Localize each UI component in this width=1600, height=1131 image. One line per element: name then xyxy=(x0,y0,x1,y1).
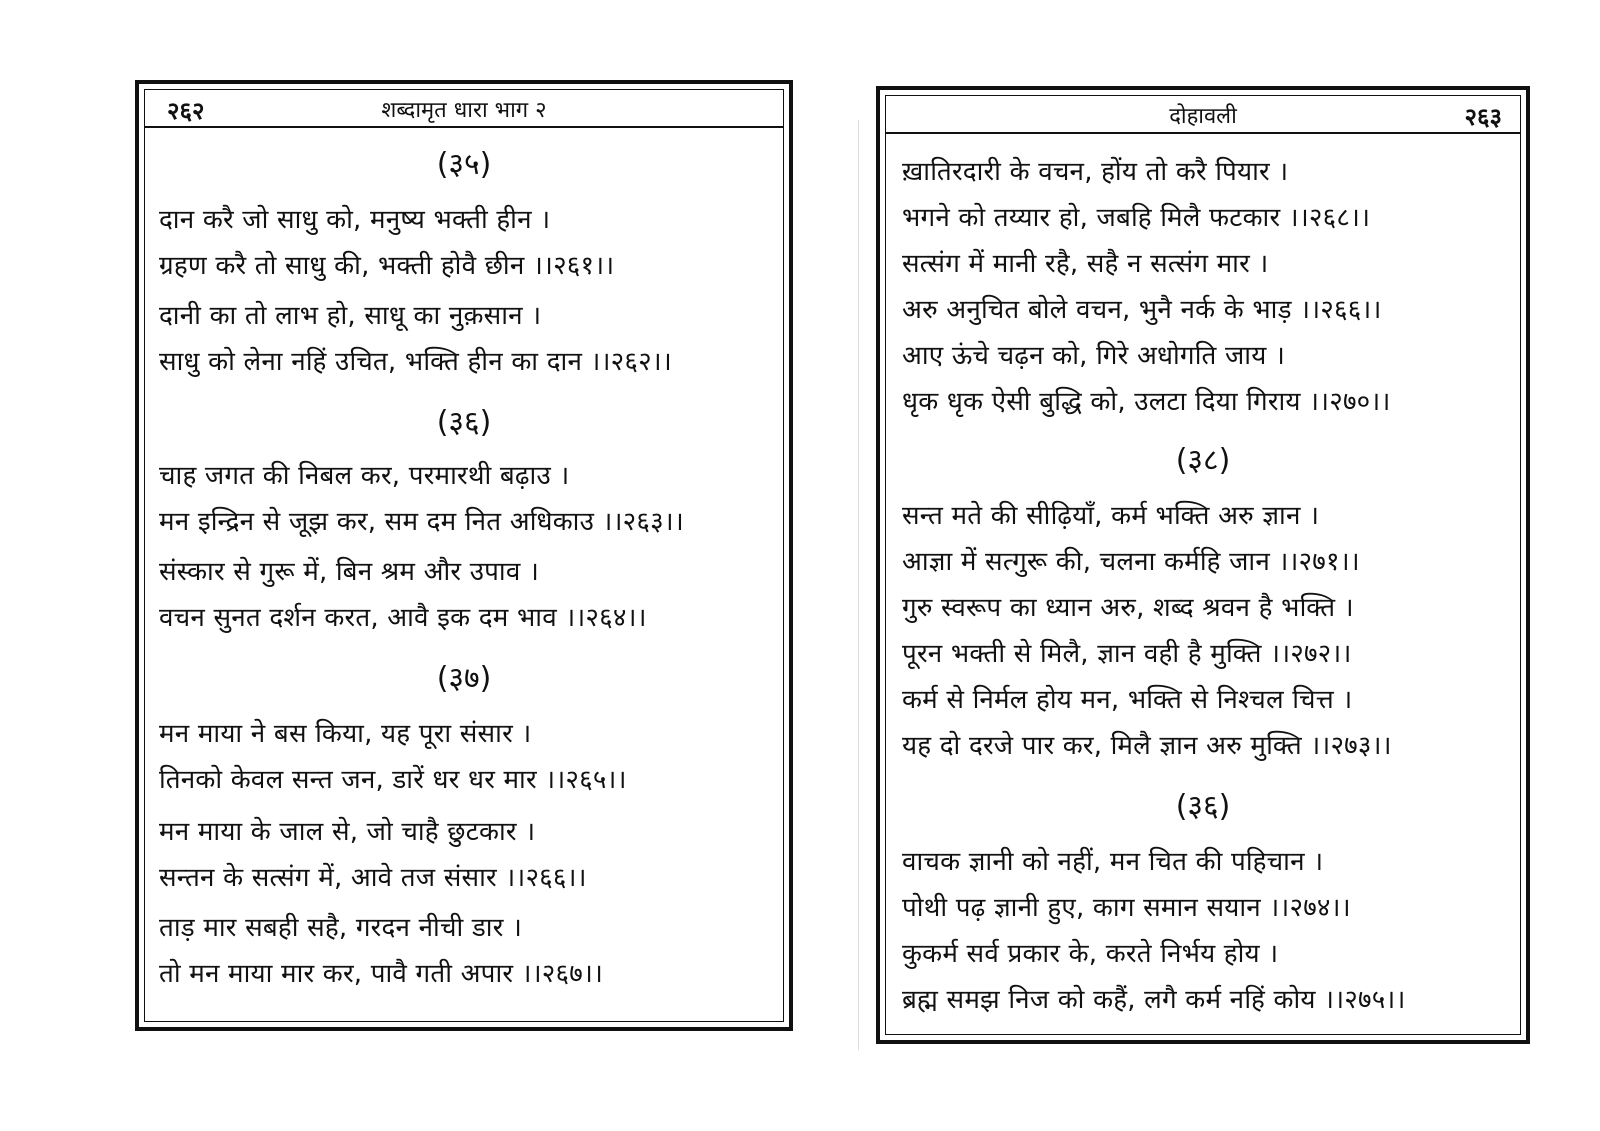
verse-line: पोथी पढ़ ज्ञानी हुए, काग समान सयान ।।२७४।। xyxy=(902,893,1351,923)
verse-line: तिनको केवल सन्त जन, डारें धर धर मार ।।२६५।। xyxy=(159,765,627,795)
verse-line: वचन सुनत दर्शन करत, आवै इक दम भाव ।।२६४।। xyxy=(159,603,647,633)
verse-line: आए ऊंचे चढ़न को, गिरे अधोगति जाय । xyxy=(902,341,1286,371)
verse-line: ख़ातिरदारी के वचन, होंय तो करै पियार । xyxy=(902,157,1289,187)
right-page xyxy=(876,86,1530,1044)
verse-line: साधु को लेना नहिं उचित, भक्ति हीन का दान ।।२६२।। xyxy=(159,347,672,377)
verse-line: ताड़ मार सबही सहै, गरदन नीची डार । xyxy=(159,913,523,943)
section-number: (३६) xyxy=(1175,789,1231,824)
right-page-frame xyxy=(885,95,1521,1035)
left-page-frame xyxy=(144,89,784,1022)
verse-line: मन माया ने बस किया, यह पूरा संसार । xyxy=(159,719,532,749)
verse-line: मन इन्द्रिन से जूझ कर, सम दम नित अधिकाउ ।।२६३।। xyxy=(159,507,684,537)
verse-line: सन्त मते की सीढ़ियाँ, कर्म भक्ति अरु ज्ञान । xyxy=(902,501,1320,531)
verse-line: दान करै जो साधु को, मनुष्य भक्ती हीन । xyxy=(159,205,551,235)
right-page-body xyxy=(886,134,1520,1034)
verse-line: सन्तन के सत्संग में, आवे तज संसार ।।२६६।। xyxy=(159,863,587,893)
verse-line: धृक धृक ऐसी बुद्धि को, उलटा दिया गिराय ।।२७०।। xyxy=(902,387,1391,417)
verse-line: वाचक ज्ञानी को नहीं, मन चित की पहिचान । xyxy=(902,847,1324,877)
section-number: (३६) xyxy=(436,405,492,440)
scan-fold-line xyxy=(858,120,859,1050)
left-page-header xyxy=(145,90,783,128)
verse-line: संस्कार से गुरू में, बिन श्रम और उपाव । xyxy=(159,557,540,587)
verse-line: कर्म से निर्मल होय मन, भक्ति से निश्चल चित्त । xyxy=(902,685,1353,715)
left-page xyxy=(135,80,793,1031)
verse-line: भगने को तय्यार हो, जबहि मिलै फटकार ।।२६८।। xyxy=(902,203,1371,233)
right-page-header xyxy=(886,96,1520,134)
verse-line: अरु अनुचित बोले वचन, भुनै नर्क के भाड़ ।।२६६।। xyxy=(902,295,1382,325)
verse-line: दानी का तो लाभ हो, साधू का नुक़सान । xyxy=(159,301,542,331)
page-number: २६२ xyxy=(167,97,205,125)
verse-line: आज्ञा में सत्गुरू की, चलना कर्महि जान ।।२७१।। xyxy=(902,547,1360,577)
verse-line: चाह जगत की निबल कर, परमारथी बढ़ाउ । xyxy=(159,461,570,491)
running-title: दोहावली xyxy=(1169,104,1237,129)
verse-line: तो मन माया मार कर, पावै गती अपार ।।२६७।। xyxy=(159,959,604,989)
verse-line: ग्रहण करै तो साधु की, भक्ती होवै छीन ।।२६१।। xyxy=(159,251,615,281)
verse-line: ब्रह्म समझ निज को कहैं, लगै कर्म नहिं कोय ।।२७५।। xyxy=(902,985,1406,1015)
verse-line: पूरन भक्ती से मिलै, ज्ञान वही है मुक्ति ।।२७२।। xyxy=(902,639,1352,669)
page-number: २६३ xyxy=(1464,103,1502,131)
running-title: शब्दामृत धारा भाग २ xyxy=(381,98,547,123)
verse-line: कुकर्म सर्व प्रकार के, करते निर्भय होय । xyxy=(902,939,1279,969)
verse-line: यह दो दरजे पार कर, मिलै ज्ञान अरु मुक्ति ।।२७३।। xyxy=(902,731,1392,761)
left-page-body xyxy=(145,128,783,1021)
section-number: (३७) xyxy=(436,661,492,696)
verse-line: सत्संग में मानी रहै, सहै न सत्संग मार । xyxy=(902,249,1269,279)
section-number: (३५) xyxy=(436,147,492,182)
section-number: (३८) xyxy=(1175,443,1231,478)
verse-line: मन माया के जाल से, जो चाहै छुटकार । xyxy=(159,817,536,847)
verse-line: गुरु स्वरूप का ध्यान अरु, शब्द श्रवन है भक्ति । xyxy=(902,593,1354,623)
